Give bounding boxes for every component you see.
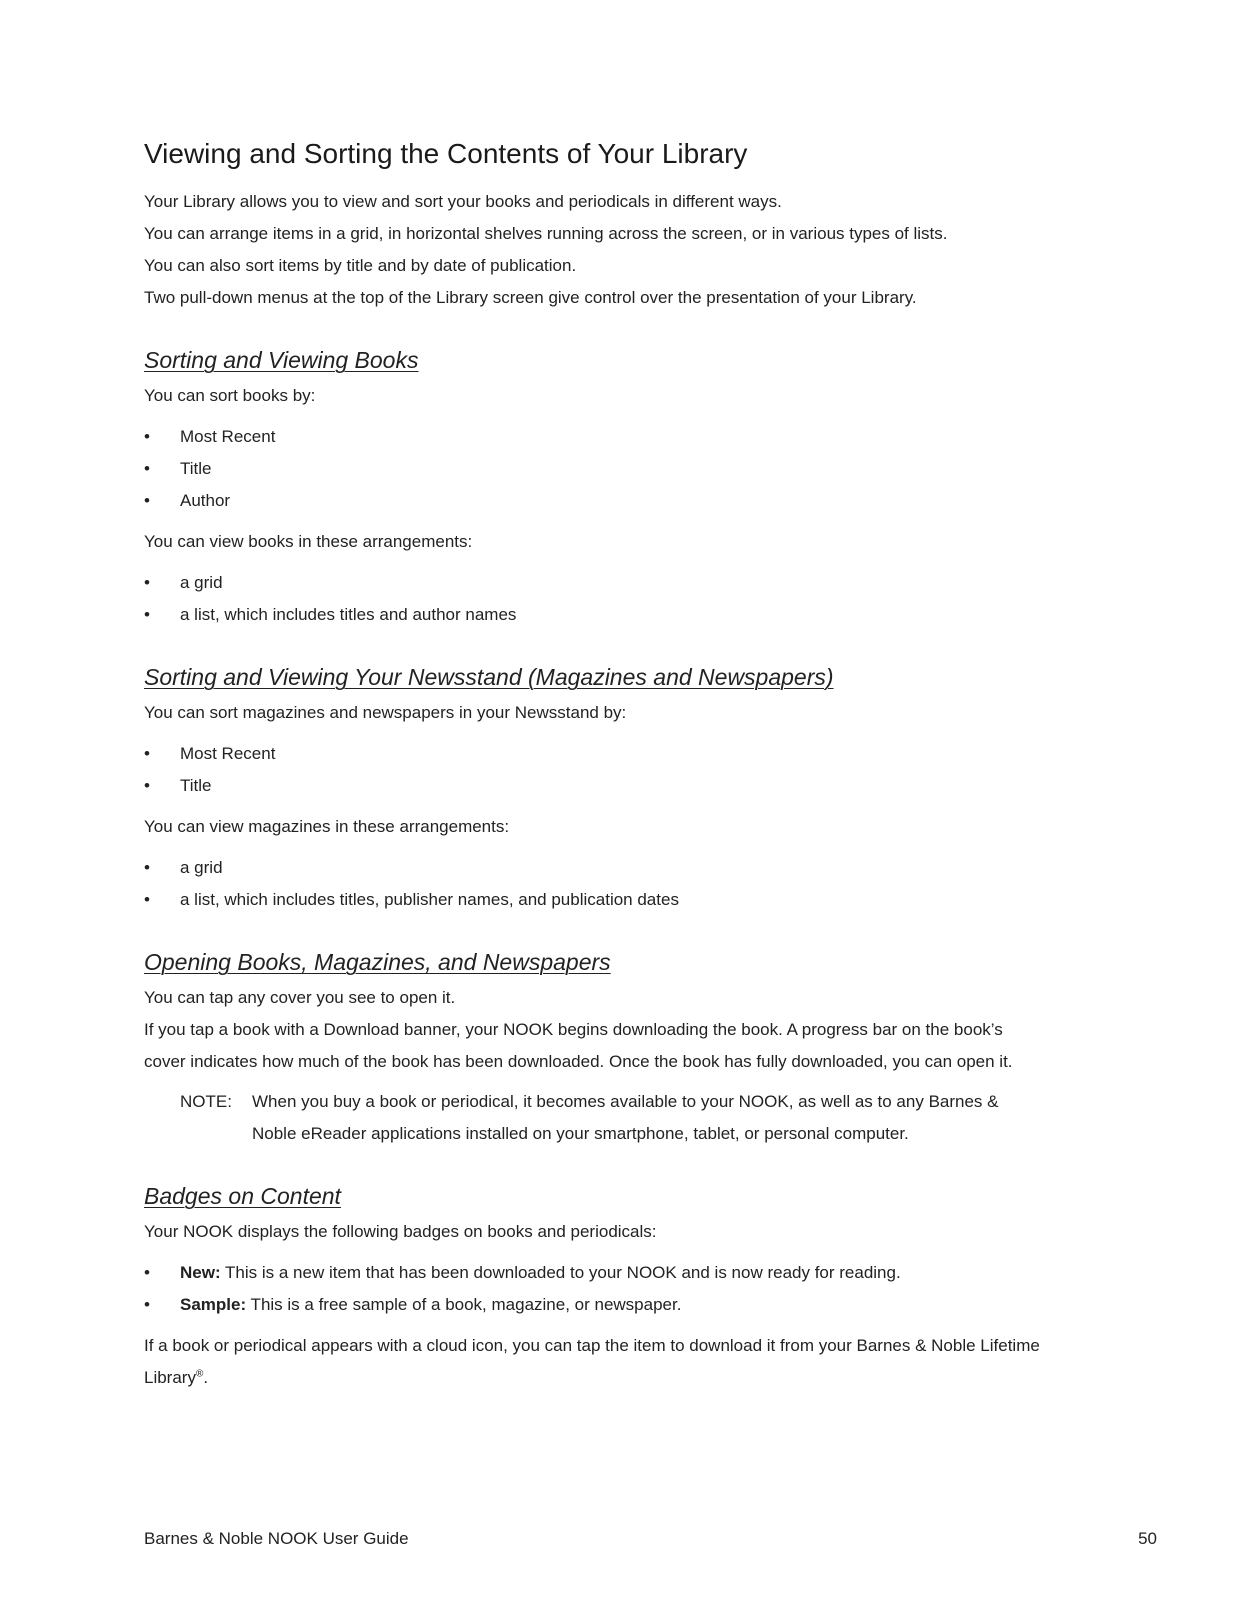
list-item <box>144 1257 1044 1289</box>
opening-line: You can tap any cover you see to open it. <box>144 988 456 1007</box>
intro-line: You can arrange items in a grid, in horizontal shelves running across the screen, or in various types of lists. <box>144 224 948 243</box>
intro-line: Your Library allows you to view and sort your books and periodicals in different ways. <box>144 192 782 211</box>
list-item: • Author <box>144 485 1044 517</box>
footer-title: Barnes & Noble NOOK User Guide <box>144 1529 409 1548</box>
intro-line: Two pull-down menus at the top of the Library screen give control over the presentation of your Library. <box>144 288 917 307</box>
note <box>180 1086 1044 1150</box>
badges-intro: Your NOOK displays the following badges on books and periodicals: <box>144 1222 657 1241</box>
books-view-list <box>144 567 1044 631</box>
cloud-paragraph <box>144 1330 1044 1394</box>
newsstand-heading: Sorting and Viewing Your Newsstand (Magazines and Newspapers) <box>144 664 834 690</box>
page-number: 50 <box>1138 1529 1157 1548</box>
books-view-intro: You can view books in these arrangements: <box>144 532 473 551</box>
newsstand-view-intro: You can view magazines in these arrangements: <box>144 817 510 836</box>
books-sort-intro: You can sort books by: <box>144 386 316 405</box>
newsstand-sort-list <box>144 738 1044 802</box>
list-item: • a grid <box>144 852 1044 884</box>
list-item: • a list, which includes titles, publisher names, and publication dates <box>144 884 1044 916</box>
newsstand-sort-intro: You can sort magazines and newspapers in your Newsstand by: <box>144 703 627 722</box>
books-sort-list <box>144 421 1044 517</box>
opening-line: If you tap a book with a Download banner, your NOOK begins downloading the book. A progress bar on the book’s cover indicates how much of the book has been downloaded. Once the book has fully downloaded, you can open it. <box>144 1020 1013 1071</box>
books-heading: Sorting and Viewing Books <box>144 347 419 373</box>
badge-desc: This is a new item that has been downloaded to your NOOK and is now ready for reading. <box>220 1263 901 1282</box>
list-item <box>144 1289 1044 1321</box>
opening-heading: Opening Books, Magazines, and Newspapers <box>144 949 611 975</box>
newsstand-view-list <box>144 852 1044 916</box>
page-content <box>144 136 1044 1394</box>
list-item: • Most Recent <box>144 421 1044 453</box>
cloud-text: If a book or periodical appears with a cloud icon, you can tap the item to download it from your Barnes & Noble Lifetime Library <box>144 1336 1040 1387</box>
badges-heading: Badges on Content <box>144 1183 341 1209</box>
registered-mark: ® <box>195 1368 204 1380</box>
page-title: Viewing and Sorting the Contents of Your Library <box>144 138 748 169</box>
badge-term: Sample: <box>180 1295 247 1314</box>
list-item: • a grid <box>144 567 1044 599</box>
note-label: NOTE: <box>180 1092 232 1111</box>
note-text: When you buy a book or periodical, it becomes available to your NOOK, as well as to any Barnes & Noble eReader applications installed on your smartphone, tablet, or personal computer. <box>252 1092 999 1143</box>
cloud-end: . <box>203 1368 209 1387</box>
badge-desc: This is a free sample of a book, magazine, or newspaper. <box>246 1295 682 1314</box>
list-item: • Title <box>144 770 1044 802</box>
intro-line: You can also sort items by title and by date of publication. <box>144 256 577 275</box>
list-item: • a list, which includes titles and author names <box>144 599 1044 631</box>
list-item: • Title <box>144 453 1044 485</box>
badges-list <box>144 1257 1044 1321</box>
badge-term: New: <box>180 1263 221 1282</box>
list-item: • Most Recent <box>144 738 1044 770</box>
